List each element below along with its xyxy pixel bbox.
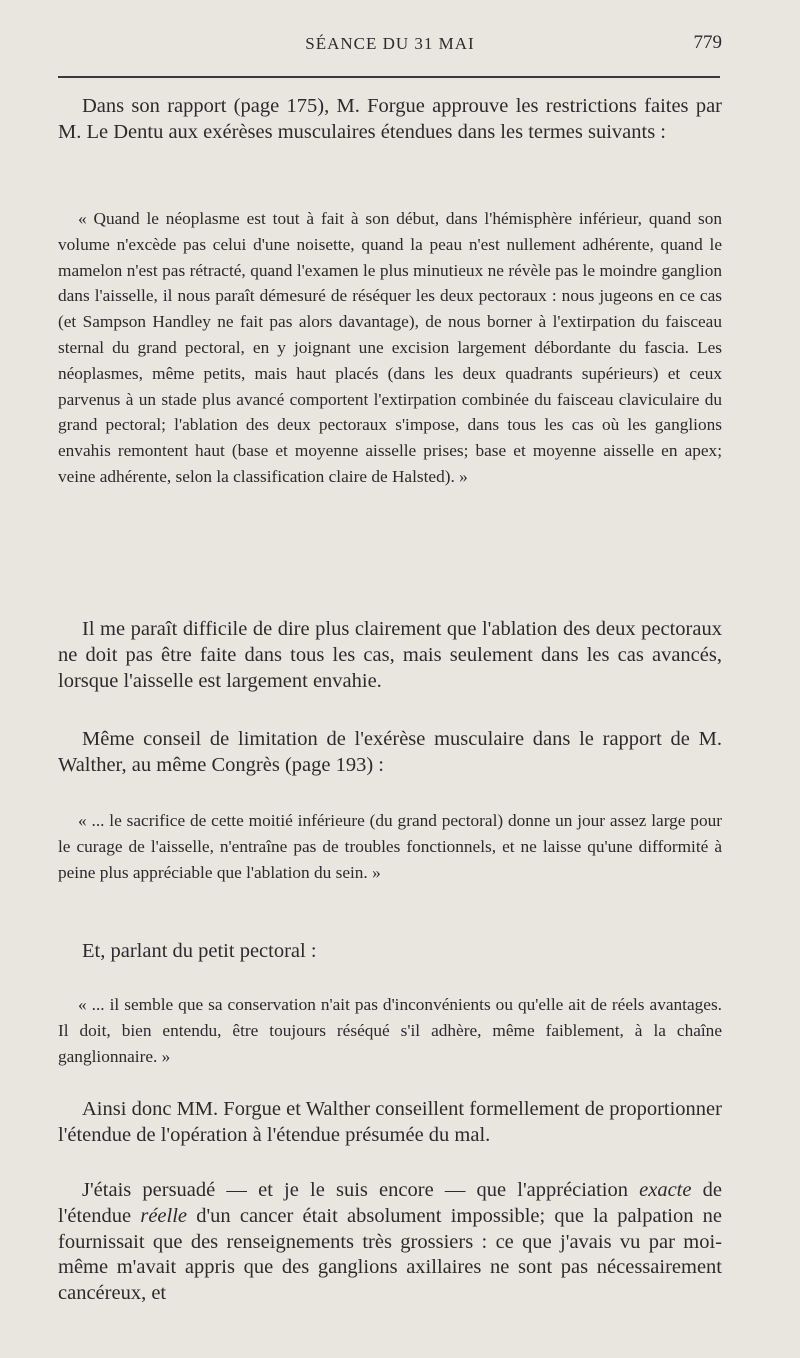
paragraph-petit-pectoral: Et, parlant du petit pectoral : [82,940,317,962]
quote-forgue: « Quand le néoplasme est tout à fait à son début, dans l'hémisphère inférieur, quand son volume n'excède pas celui d'une noisette, quand la peau n'est nullement adhérente, quand le mamelon n'est pas rétracté, quand l'examen le plus minutieux ne révèle pas le moindre ganglion dans l'aisselle, il nous paraît démesuré de réséquer les deux pectoraux : nous jugeons en ce cas (et Sampson Handley ne fait pas alors davantage), de nous borner à l'extirpation du faisceau sternal du grand pectoral, en y joignant une excision largement débordante du fascia. Les néoplasmes, même petits, mais haut placés (dans les deux quadrants supérieurs) et ceux parvenus à un stade plus avancé comportent l'extirpation combinée du faisceau claviculaire du grand pectoral; l'ablation des deux pectoraux s'impose, dans tous les cas où les ganglions envahis remontent haut (base et moyenne aisselle prises; base et moyenne aisselle en apex; veine adhérente, selon la classification claire de Halsted). » [58,209,722,486]
header-rule [58,76,720,78]
persuaded-text-a: J'étais persuadé — et je le suis encore — que l'appréciation [82,1179,628,1201]
quote-petit-pectoral: « ... il semble que sa conservation n'ait pas d'inconvénients ou qu'elle ait de réels avantages. Il doit, bien entendu, être toujours réséqué s'il adhère, même faiblement, à la chaîne ganglionnaire. » [58,995,722,1066]
running-header [58,34,722,60]
paragraph-forgue-report: Dans son rapport (page 175), M. Forgue approuve les restrictions faites par M. Le Dentu aux exérèses musculaires étendues dans les termes suivants : [58,95,722,143]
italic-reelle: réelle [140,1204,188,1227]
paragraph-clarity: Il me paraît difficile de dire plus clairement que l'ablation des deux pectoraux ne doit pas être faite dans tous les cas, mais seulement dans les cas avancés, lorsque l'aisselle est largement envahie. [58,618,722,692]
persuaded-text-e: d'un cancer était absolument impossible; que la palpation ne fournissait que des renseignements très grossiers : ce que j'avais vu par moi-même m'avait appris que des ganglions axillaires ne sont pas nécessairement cancéreux, et [58,1204,723,1305]
paragraph-conclusion: Ainsi donc MM. Forgue et Walther conseillent formellement de proportionner l'étendue de l'opération à l'étendue présumée du mal. [58,1098,722,1146]
persuaded-text-c: de l'étendue [58,1179,723,1227]
quote-walther: « ... le sacrifice de cette moitié inférieure (du grand pectoral) donne un jour assez large pour le curage de l'aisselle, n'entraîne pas de troubles fonctionnels, et ne laisse qu'une difformité à peine plus appréciable que l'ablation du sein. » [58,811,722,882]
page-number: 779 [693,32,722,53]
italic-exacte: exacte [639,1179,692,1201]
paragraph-persuaded [58,1178,722,1307]
paragraph-walther-report: Même conseil de limitation de l'exérèse musculaire dans le rapport de M. Walther, au même Congrès (page 193) : [58,728,722,776]
running-title: SÉANCE DU 31 MAI [305,34,475,53]
